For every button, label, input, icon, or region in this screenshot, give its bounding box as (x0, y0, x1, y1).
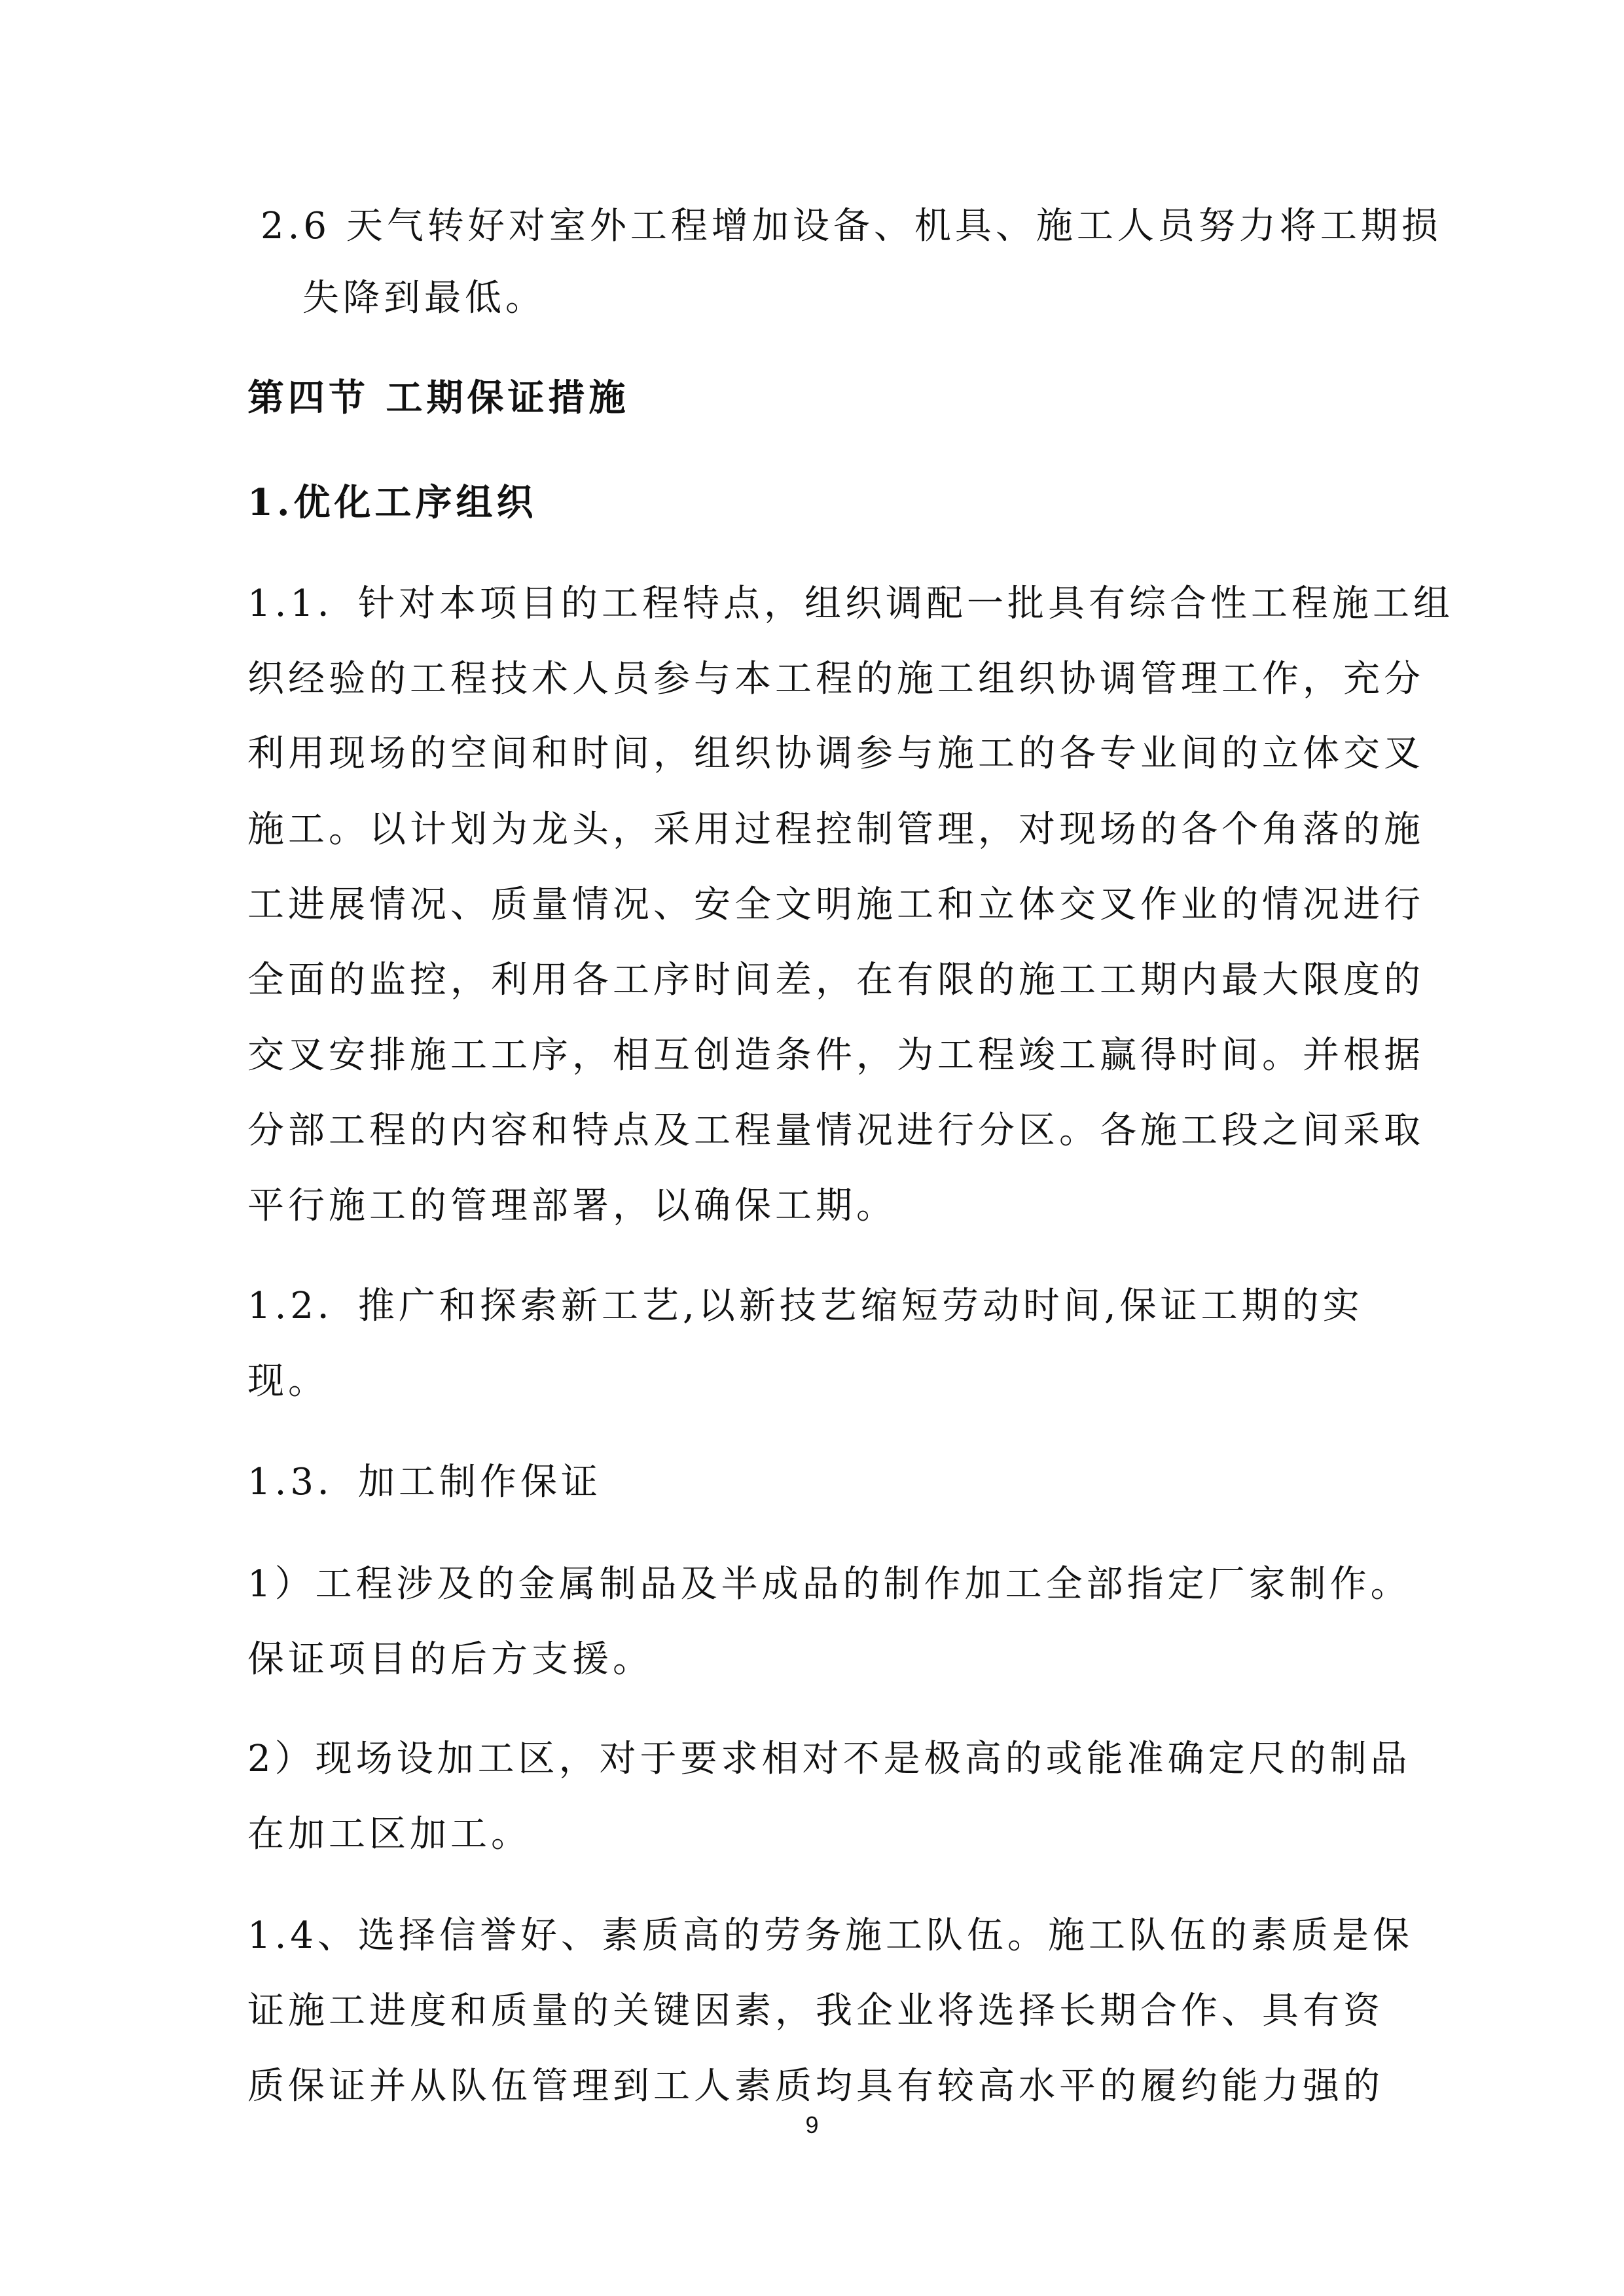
text-line: 交叉安排施工工序，相互创造条件，为工程竣工赢得时间。并根据 (247, 1034, 1424, 1077)
text-line: 保证项目的后方支援。 (247, 1638, 653, 1681)
text-line: 失降到最低。 (302, 277, 546, 319)
page-number: 9 (805, 2111, 819, 2138)
text-line: 1.4、选择信誉好、素质高的劳务施工队伍。施工队伍的素质是保 (247, 1914, 1414, 1957)
text-line: 全面的监控，利用各工序时间差，在有限的施工工期内最大限度的 (247, 959, 1424, 1001)
text-line: 2.6 天气转好对室外工程增加设备、机具、施工人员努力将工期损 (261, 205, 1442, 247)
subsection-heading: 1.优化工序组织 (247, 481, 537, 524)
section-heading: 第四节 工期保证措施 (247, 376, 630, 420)
text-line: 工进展情况、质量情况、安全文明施工和立体交叉作业的情况进行 (247, 884, 1424, 926)
text-line: 2）现场设加工区，对于要求相对不是极高的或能准确定尺的制品 (247, 1738, 1411, 1780)
text-line: 织经验的工程技术人员参与本工程的施工组织协调管理工作，充分 (247, 658, 1424, 700)
text-line: 现。 (247, 1360, 329, 1403)
text-line: 1）工程涉及的金属制品及半成品的制作加工全部指定厂家制作。 (247, 1563, 1411, 1605)
text-line: 证施工进度和质量的关键因素，我企业将选择长期合作、具有资 (247, 1990, 1384, 2032)
text-line: 1.1．针对本项目的工程特点，组织调配一批具有综合性工程施工组 (247, 583, 1454, 625)
text-line: 施工。以计划为龙头，采用过程控制管理，对现场的各个角落的施 (247, 808, 1424, 851)
text-line: 平行施工的管理部署，以确保工期。 (247, 1185, 897, 1227)
text-line: 利用现场的空间和时间，组织协调参与施工的各专业间的立体交叉 (247, 732, 1424, 775)
text-line: 质保证并从队伍管理到工人素质均具有较高水平的履约能力强的 (247, 2065, 1384, 2108)
text-line: 1.3．加工制作保证 (247, 1461, 602, 1503)
text-line: 1.2．推广和探索新工艺,以新技艺缩短劳动时间,保证工期的实 (247, 1285, 1363, 1327)
text-line: 分部工程的内容和特点及工程量情况进行分区。各施工段之间采取 (247, 1109, 1424, 1152)
text-line: 在加工区加工。 (247, 1813, 532, 1856)
